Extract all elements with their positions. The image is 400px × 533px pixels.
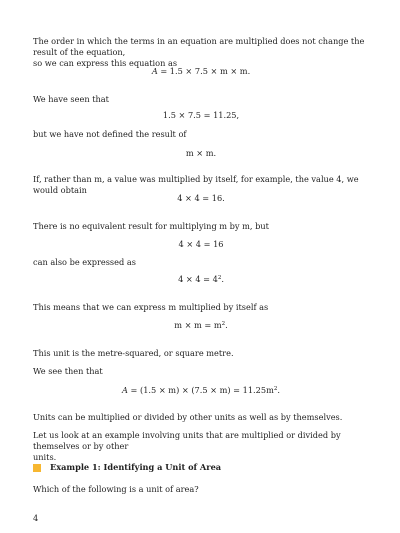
- equation-end: .: [225, 320, 228, 330]
- equation-area-expression: [33, 66, 369, 77]
- equation-four-times-four: 4 × 4 = 16: [178, 239, 224, 249]
- paragraph-1-line-1: The order in which the terms in an equation are multiplied does not change the result of the equation,: [33, 36, 365, 58]
- paragraph-6: can also be expressed as: [33, 257, 136, 267]
- example-marker-icon: [33, 464, 41, 472]
- equation-product: 1.5 × 7.5 = 11.25,: [162, 110, 240, 120]
- equation-four-power: [33, 274, 369, 285]
- paragraph-7: This means that we can express m multiplied by itself as: [33, 302, 269, 312]
- equation-end: .: [221, 274, 224, 284]
- equation-area-result: [33, 385, 369, 396]
- paragraph-9: We see then that: [33, 366, 103, 376]
- paragraph-11: [33, 430, 369, 463]
- equation-m-times-m: m × m.: [185, 148, 217, 158]
- paragraph-2: We have seen that: [33, 94, 109, 104]
- paragraph-11-line-1: Let us look at an example involving units that are multiplied or divided by themselves or by other: [33, 430, 341, 452]
- equation-exponent: 2: [221, 321, 226, 327]
- equation-variable: A: [122, 385, 128, 395]
- equation-exponent: 2: [273, 386, 278, 392]
- equation-base: = (1.5 × m) × (7.5 × m) = 11.25m: [127, 385, 274, 395]
- equation-metre-squared: [33, 320, 369, 331]
- equation-text: = 1.5 × 7.5 × m × m.: [157, 66, 251, 76]
- paragraph-11-line-2: units.: [33, 452, 57, 463]
- equation-base: m × m = m: [174, 320, 222, 330]
- paragraph-1: [33, 36, 369, 69]
- paragraph-8: This unit is the metre-squared, or square metre.: [33, 348, 234, 358]
- paragraph-question: Which of the following is a unit of area?: [33, 484, 199, 494]
- equation-end: .: [277, 385, 280, 395]
- paragraph-1-line-2: so we can express this equation as: [33, 58, 178, 69]
- paragraph-4: If, rather than m, a value was multiplied by itself, for example, the value 4, we would obtain: [33, 174, 359, 196]
- equation-four-squared: 4 × 4 = 16.: [177, 193, 225, 203]
- equation-variable: A: [151, 66, 158, 76]
- paragraph-3: but we have not defined the result of: [33, 129, 187, 139]
- equation-base: 4 × 4 = 4: [178, 274, 218, 284]
- example-title: Example 1: Identifying a Unit of Area: [50, 462, 222, 472]
- example-heading: [33, 462, 221, 473]
- paragraph-5: There is no equivalent result for multiplying m by m, but: [33, 221, 269, 231]
- page-number: 4: [33, 513, 39, 523]
- equation-exponent: 2: [217, 275, 222, 281]
- paragraph-10: Units can be multiplied or divided by other units as well as by themselves.: [33, 412, 343, 422]
